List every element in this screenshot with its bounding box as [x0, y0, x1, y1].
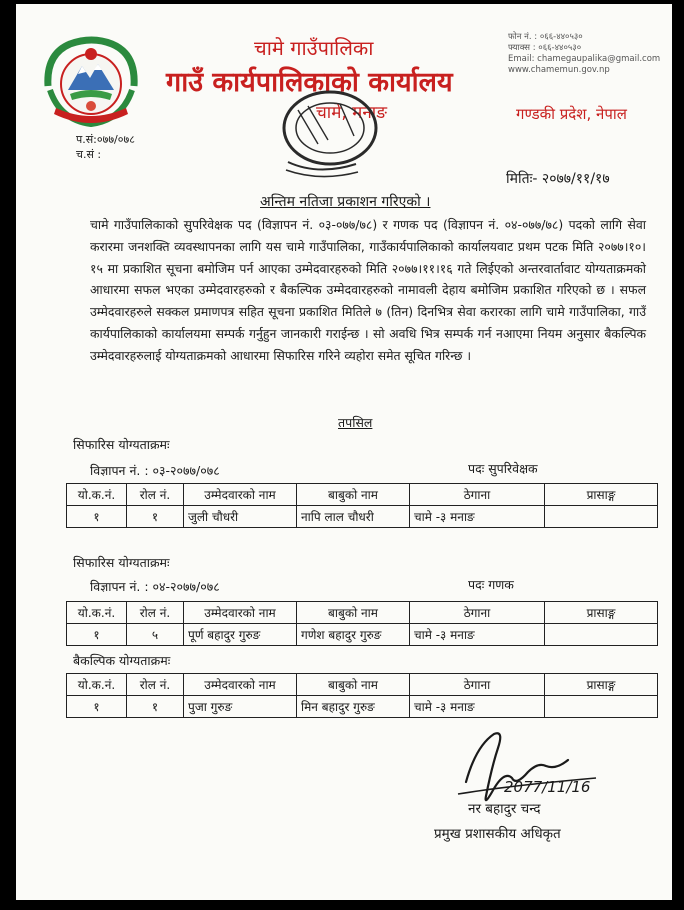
column-header: रोल नं. [127, 674, 184, 696]
table-cell [545, 506, 658, 528]
result-table [66, 673, 658, 718]
column-header: प्रासाङ्ग [545, 484, 658, 506]
table-cell: चामे -३ मनाङ [410, 506, 545, 528]
column-header: यो.क.नं. [67, 674, 127, 696]
result-table [66, 601, 658, 646]
notice-body: चामे गाउँपालिकाको सुपरिवेक्षक पद (विज्ञापन नं. ०३-०७७/७८) र गणक पद (विज्ञापन नं. ०४-०७७/७८) पदको लागि सेवा करारमा जनशक्ति व्यवस्थापनका लागि यस चामे गाउँपालिका, गाउँकार्यपालिकाको कार्यालयवाट प्रथम पटक मिति २०७७।१०।१५ मा प्रकाशित सूचना बमोजिम पर्न आएका उम्मेदवारहरुको मिति २०७७।११।१६ गते लिईएको अन्तरवार्तावाट योग्यताक्रमको आधारमा सफल भएका उम्मेदवारहरुको र बैकल्पिक उम्मेदवारहरुको नामावली देहाय बमोजिम प्रकाशित गरिएको छ । सफल उम्मेदवारहरुले सक्कल प्रमाणपत्र सहित सूचना प्रकाशित मितिले ७ (तिन) दिनभित्र सेवा करारका लागि चामे गाउँपालिका, गाउँ कार्यपालिकाको कार्यालयमा सम्पर्क गर्नुहुन जानकारी गराईन्छ । सो अवधि भित्र सम्पर्क गर्न नआएमा नियम अनुसार बैकल्पिक उम्मेदवारहरुलाई योग्यताक्रमको आधारमा सिफारिस गरिने व्यहोरा समेत सूचित गरिन्छ । [90, 217, 646, 363]
column-header: उम्मेदवारको नाम [184, 674, 297, 696]
document-page [16, 4, 672, 900]
issue-date: मितिः- २०७७/११/१७ [506, 171, 610, 187]
table-header-row [67, 484, 658, 506]
post-name: पदः गणक [468, 577, 514, 592]
table-cell: पुजा गुरुङ [184, 696, 297, 718]
contact-line: Email: chamegaupalika@gmail.com [508, 54, 661, 64]
table-row [67, 696, 658, 718]
column-header: रोल नं. [127, 484, 184, 506]
column-header: उम्मेदवारको नाम [184, 484, 297, 506]
signature-date: 2077/11/16 [504, 778, 591, 796]
table-cell: पूर्ण बहादुर गुरुङ [184, 624, 297, 646]
reference-block [76, 132, 135, 162]
table-cell: गणेश बहादुर गुरुङ [297, 624, 410, 646]
signer-name: नर बहादुर चन्द [468, 801, 541, 817]
office-location: चामे, मनाङ [316, 103, 388, 123]
section-heading: सिफारिस योग्यताक्रमः [73, 555, 170, 570]
signer-designation: प्रमुख प्रशासकीय अधिकृत [434, 826, 561, 842]
table-row [67, 624, 658, 646]
post-name: पदः सुपरिवेक्षक [468, 461, 538, 476]
table-header-row [67, 602, 658, 624]
column-header: यो.क.नं. [67, 484, 127, 506]
municipality-name: चामे गाउँपालिका [254, 36, 374, 60]
table-cell: चामे -३ मनाङ [410, 696, 545, 718]
column-header: यो.क.नं. [67, 602, 127, 624]
table-row [67, 506, 658, 528]
table-cell: १ [127, 696, 184, 718]
province-name: गण्डकी प्रदेश, नेपाल [516, 105, 627, 123]
section-heading: बैकल्पिक योग्यताक्रमः [73, 653, 171, 668]
contact-line: फोन नं. : ०६६-४४०५३० [508, 32, 583, 42]
column-header: ठेगाना [410, 674, 545, 696]
table-cell: चामे -३ मनाङ [410, 624, 545, 646]
column-header: रोल नं. [127, 602, 184, 624]
column-header: प्रासाङ्ग [545, 602, 658, 624]
advert-number: विज्ञापन नं. : ०३-२०७७/०७८ [90, 463, 220, 478]
result-table [66, 483, 658, 528]
table-cell: मिन बहादुर गुरुङ [297, 696, 410, 718]
table-cell [545, 624, 658, 646]
column-header: प्रासाङ्ग [545, 674, 658, 696]
schedule-heading: तपसिल [338, 415, 373, 430]
table-cell: १ [127, 506, 184, 528]
table-cell: जुली चौधरी [184, 506, 297, 528]
contact-line: फ्याक्स : ०६६-४४०५३० [508, 43, 582, 53]
office-name: गाउँ कार्यपालिकाको कार्यालय [166, 67, 453, 98]
column-header: ठेगाना [410, 602, 545, 624]
dispatch-number: च.सं : [76, 148, 102, 161]
table-cell: नापि लाल चौधरी [297, 506, 410, 528]
advert-number: विज्ञापन नं. : ०४-२०७७/०७८ [90, 579, 220, 594]
table-cell: १ [67, 506, 127, 528]
table-cell: १ [67, 696, 127, 718]
table-cell [545, 696, 658, 718]
nepal-emblem-icon [40, 34, 142, 130]
table-header-row [67, 674, 658, 696]
contact-info [508, 32, 668, 76]
table-cell: ५ [127, 624, 184, 646]
column-header: बाबुको नाम [297, 602, 410, 624]
column-header: ठेगाना [410, 484, 545, 506]
office-stamp-icon [258, 88, 388, 180]
section-heading: सिफारिस योग्यताक्रमः [73, 437, 170, 452]
column-header: बाबुको नाम [297, 484, 410, 506]
letter-number: प.सं:०७७/०७८ [76, 133, 135, 146]
column-header: बाबुको नाम [297, 674, 410, 696]
column-header: उम्मेदवारको नाम [184, 602, 297, 624]
contact-line: www.chamemun.gov.np [508, 65, 610, 75]
notice-title: अन्तिम नतिजा प्रकाशन गरिएको । [260, 194, 431, 210]
table-cell: १ [67, 624, 127, 646]
